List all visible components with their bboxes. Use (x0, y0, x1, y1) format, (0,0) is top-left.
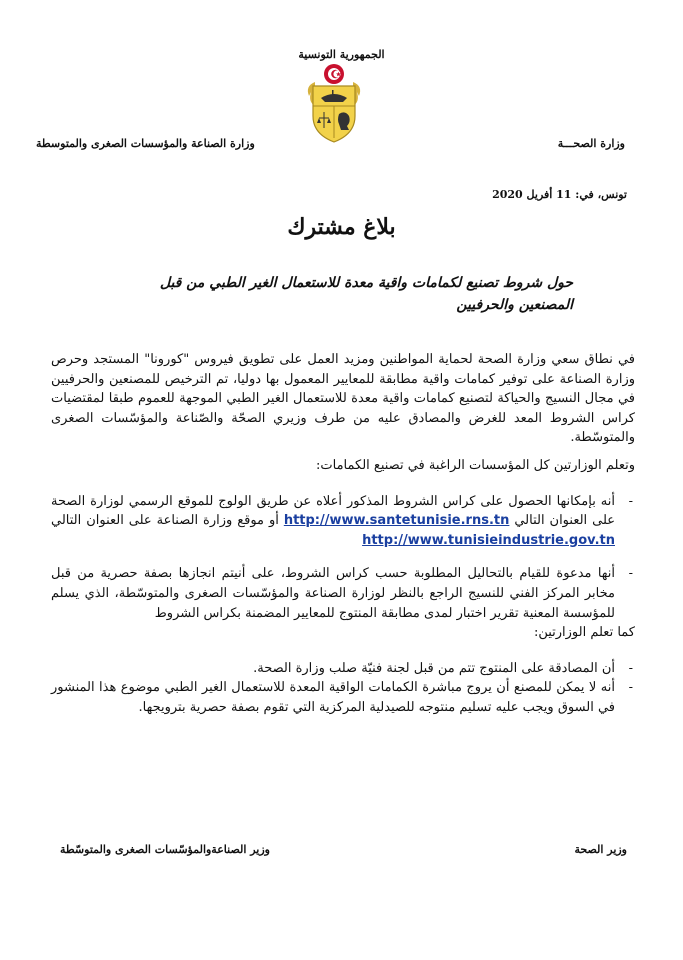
republic-header: الجمهورية التونسية (298, 48, 385, 61)
health-ministry-link[interactable]: http://www.santetunisie.rns.tn (283, 513, 510, 529)
industry-ministry-link[interactable]: http://www.tunisieindustrie.gov.tn (362, 532, 615, 548)
as-also-notice: كما تعلم الوزارتين: (533, 625, 635, 641)
document-title: بلاغ مشترك (287, 214, 396, 240)
list-item (51, 678, 635, 717)
item1-mid-text: أو موقع وزارة الصناعة على العنوان التالي (51, 513, 279, 529)
list-item (51, 492, 635, 551)
document-date: تونس، في: 11 أفريل 2020 (492, 188, 627, 201)
item3-text: أن المصادقة على المنتوج تتم من قبل لجنة فنيّة صلب وزارة الصحة. (253, 660, 615, 676)
intro-notice: وتعلم الوزارتين كل المؤسسات الراغبة في تصنيع الكمامات: (316, 457, 635, 473)
health-minister-signature: وزير الصحة (574, 843, 627, 856)
intro-paragraph: في نطاق سعي وزارة الصحة لحماية المواطنين ومزيد العمل على تطويق فيروس "كورونا" المستجد وحرص وزارة الصناعة على توفير كمامات واقية مطابقة للمعايير المعمول بها دوليا، تم الترخيص للمصنعين والحرفيين في مجال النسيج والحياكة لتصنيع كمامات واقية معدة للاستعمال الغير الطبي الموجهة للعموم طبقا لمقتضيات كراس الشروط المعد للغرض والمصادق عليه من طرف وزيري الصحّة والصّناعة والمؤسّسات الصغرى والمتوسّطة. (51, 352, 635, 446)
list-item (51, 659, 635, 679)
item4-text: أنه لا يمكن للمصنع أن يروج مباشرة الكمامات الواقية المعدة للاستعمال الغير الطبي موضوع هذا المنشور في السوق ويجب عليه تسليم منتوجه للصيدلية المركزية التي تقوم بصفة حصرية بترويجها. (51, 680, 615, 715)
dash-bullet-icon: - (628, 660, 633, 676)
notices-list (51, 659, 635, 718)
document-subject: حول شروط تصنيع لكمامات واقية معدة للاستعمال الغير الطبي من قبل المصنعين والحرفيين (159, 275, 573, 313)
document-body (51, 350, 635, 718)
ministry-health-label: وزارة الصحـــة (557, 137, 625, 150)
dash-bullet-icon: - (628, 493, 633, 509)
industry-minister-signature: وزير الصناعةوالمؤسّسات الصغرى والمتوسّطة (60, 843, 270, 856)
conditions-list (51, 492, 635, 624)
item1-text: أنه بإمكانها الحصول على كراس الشروط المذكور أعلاه عن طريق الولوج للموقع الرسمي لوزارة الصحة على العنوان التالي (51, 493, 616, 529)
dash-bullet-icon: - (628, 566, 633, 582)
dash-bullet-icon: - (628, 680, 633, 696)
coat-of-arms-icon (301, 62, 367, 146)
ministry-industry-label: وزارة الصناعة والمؤسسات الصغرى والمتوسطة (36, 137, 255, 150)
list-item (51, 564, 635, 623)
item2-text: أنها مدعوة للقيام بالتحاليل المطلوبة حسب كراس الشروط، على أنيتم انجازها بصفة حصرية من قبل مخابر المركز الفني للنسيج الراجع بالنظر لوزارة الصناعة والمؤسّسات الصغرى والمتوسّطة، الذي يسلم للمؤسسة المعنية تقرير اختبار لمدى مطابقة المنتوج للمعايير المضمنة بكراس الشروط (51, 566, 615, 621)
